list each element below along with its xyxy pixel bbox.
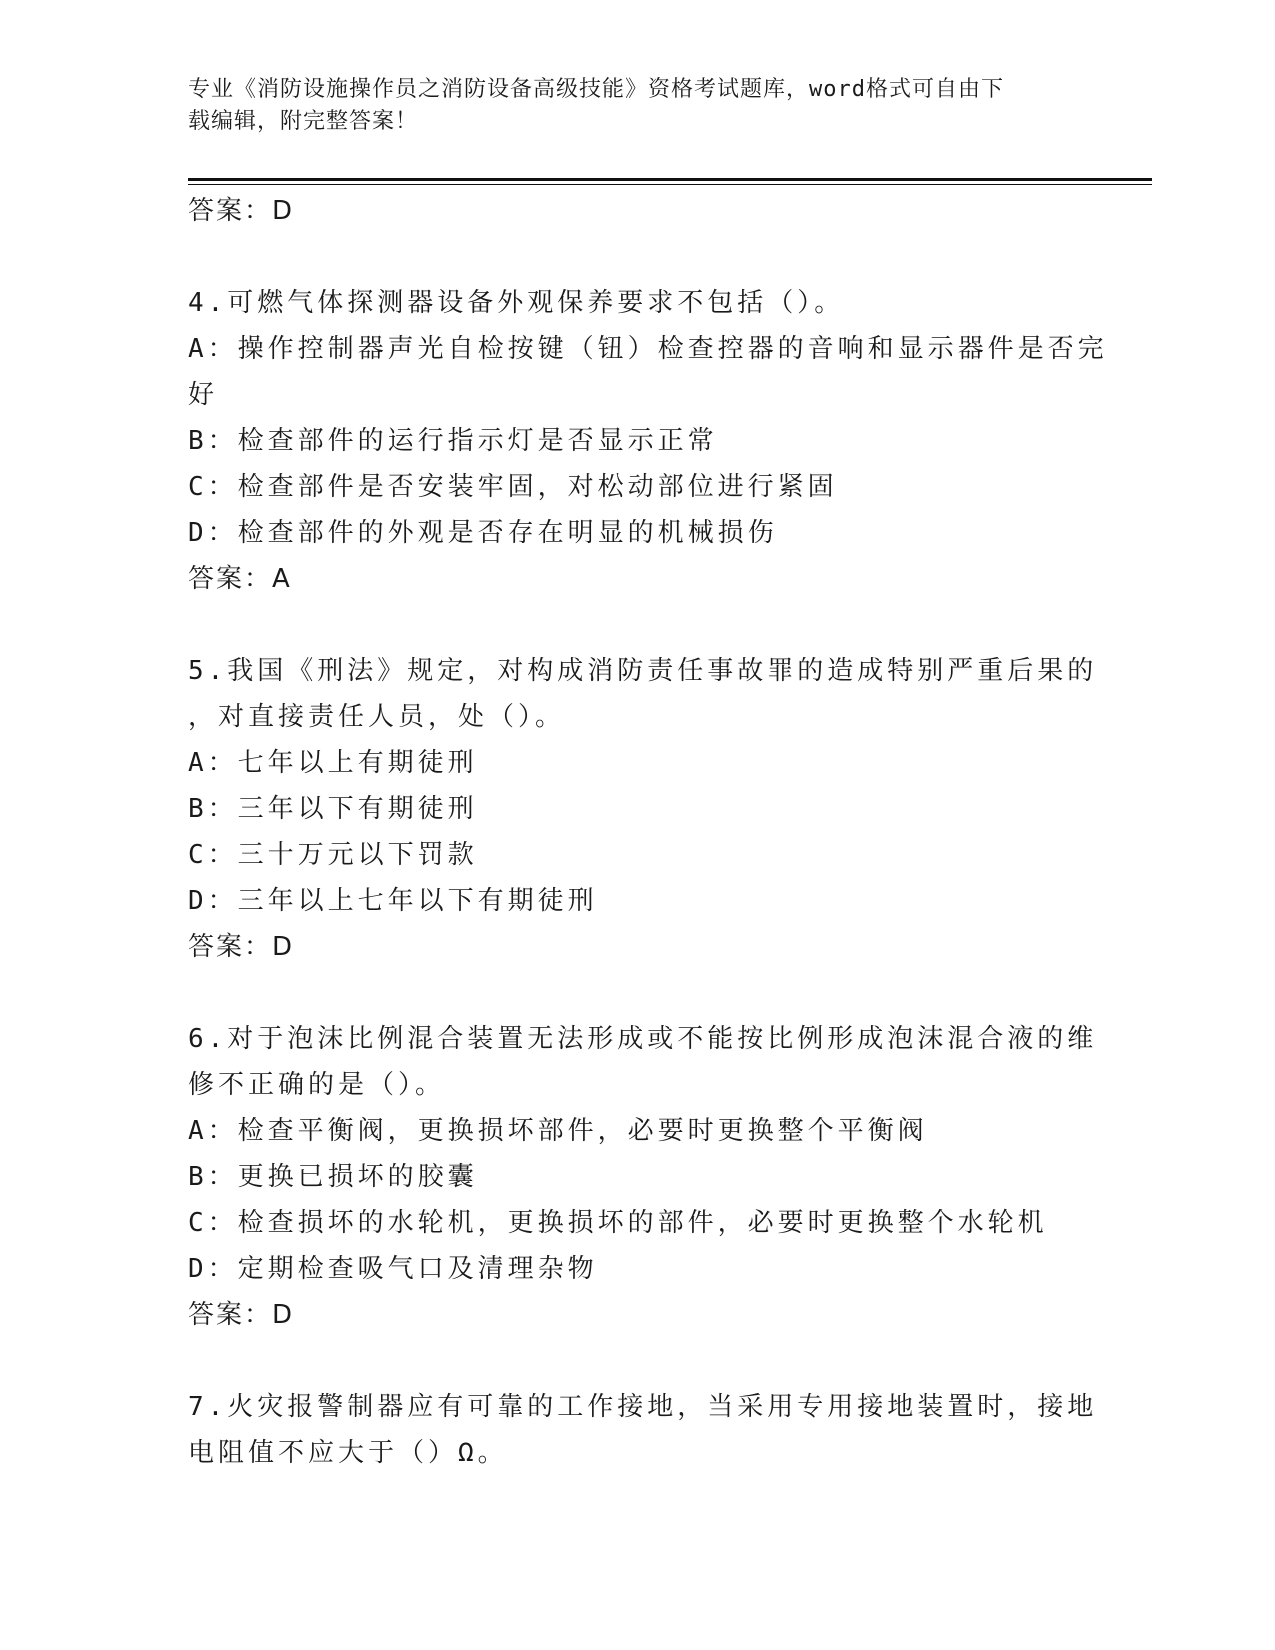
answer-line: 答案：A bbox=[188, 564, 292, 594]
question-list bbox=[188, 188, 1108, 1476]
option-line: D：定期检查吸气口及清理杂物 bbox=[188, 1254, 598, 1284]
question-stem: 6.对于泡沫比例混合装置无法形成或不能按比例形成泡沫混合液的维 bbox=[188, 1024, 1098, 1054]
option-line: B：三年以下有期徒刑 bbox=[188, 794, 478, 824]
answer-line: 答案：D bbox=[188, 932, 295, 962]
question-item-4 bbox=[188, 280, 1108, 602]
header-line-1: 专业《消防设施操作员之消防设备高级技能》资格考试题库，word格式可自由下 bbox=[188, 77, 1004, 102]
spacer bbox=[188, 234, 1088, 280]
question-stem: 修不正确的是（）。 bbox=[188, 1070, 446, 1100]
question-stem: 电阻值不应大于（）Ω。 bbox=[188, 1438, 508, 1468]
option-line: B：检查部件的运行指示灯是否显示正常 bbox=[188, 426, 718, 456]
document-header bbox=[188, 74, 1068, 138]
option-line: D：检查部件的外观是否存在明显的机械损伤 bbox=[188, 518, 778, 548]
question-stem: ，对直接责任人员，处（）。 bbox=[188, 702, 566, 732]
spacer bbox=[188, 1338, 1088, 1384]
option-line: C：检查部件是否安装牢固，对松动部位进行紧固 bbox=[188, 472, 838, 502]
header-rule-thin bbox=[188, 184, 1152, 185]
question-item-6 bbox=[188, 1016, 1098, 1338]
answer-line: 答案：D bbox=[188, 1300, 295, 1330]
question-stem: 7.火灾报警制器应有可靠的工作接地，当采用专用接地装置时，接地 bbox=[188, 1392, 1098, 1422]
option-line: A：操作控制器声光自检按键（钮）检查控器的音响和显示器件是否完 bbox=[188, 334, 1108, 364]
option-line: C：三十万元以下罚款 bbox=[188, 840, 478, 870]
option-line: A：七年以上有期徒刑 bbox=[188, 748, 478, 778]
answer-line: 答案：D bbox=[188, 196, 295, 226]
question-item-5 bbox=[188, 648, 1098, 970]
option-line: 好 bbox=[188, 380, 219, 410]
header-line-2: 载编辑，附完整答案！ bbox=[188, 109, 419, 134]
question-item-7 bbox=[188, 1384, 1098, 1476]
question-stem: 4.可燃气体探测器设备外观保养要求不包括（）。 bbox=[188, 288, 845, 318]
option-line: B：更换已损坏的胶囊 bbox=[188, 1162, 478, 1192]
spacer bbox=[188, 970, 1088, 1016]
question-stem: 5.我国《刑法》规定，对构成消防责任事故罪的造成特别严重后果的 bbox=[188, 656, 1098, 686]
option-line: D：三年以上七年以下有期徒刑 bbox=[188, 886, 598, 916]
option-line: C：检查损坏的水轮机，更换损坏的部件，必要时更换整个水轮机 bbox=[188, 1208, 1048, 1238]
option-line: A：检查平衡阀，更换损坏部件，必要时更换整个平衡阀 bbox=[188, 1116, 928, 1146]
spacer bbox=[188, 602, 1088, 648]
header-rule-thick bbox=[188, 178, 1152, 181]
